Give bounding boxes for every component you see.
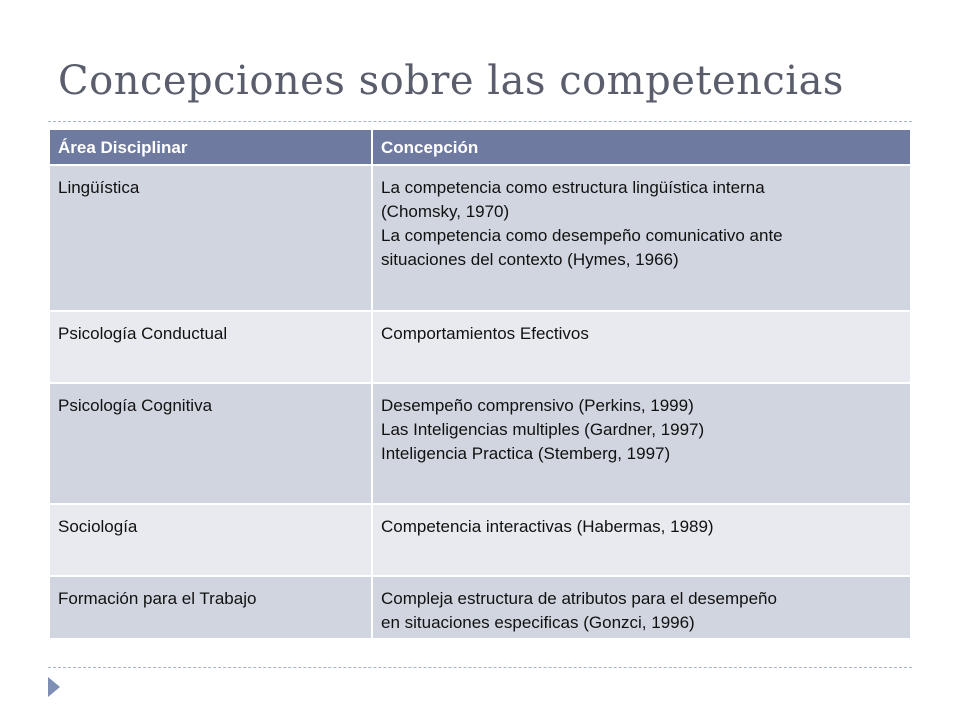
concepcion-line: situaciones del contexto (Hymes, 1966) [381, 250, 679, 269]
header-area: Área Disciplinar [49, 129, 372, 165]
concepcion-line: Competencia interactivas (Habermas, 1989) [381, 517, 714, 536]
table-row [49, 165, 911, 311]
row-concepcion [372, 504, 911, 576]
row-area: Psicología Conductual [49, 311, 372, 383]
concepcion-line: La competencia como desempeño comunicativo ante [381, 226, 783, 245]
concepcion-line: Compleja estructura de atributos para el desempeño [381, 589, 777, 608]
row-concepcion [372, 576, 911, 639]
row-area: Formación para el Trabajo [49, 576, 372, 639]
bottom-divider [48, 667, 912, 668]
row-concepcion [372, 383, 911, 504]
concepcion-line: Desempeño comprensivo (Perkins, 1999) [381, 396, 694, 415]
concepcion-line: La competencia como estructura lingüística interna [381, 178, 765, 197]
row-area: Psicología Cognitiva [49, 383, 372, 504]
table-row [49, 504, 911, 576]
row-area: Lingüística [49, 165, 372, 311]
concepcion-line: Inteligencia Practica (Stemberg, 1997) [381, 444, 671, 463]
table-row [49, 311, 911, 383]
concepcion-line: Comportamientos Efectivos [381, 324, 589, 343]
row-concepcion [372, 311, 911, 383]
concepcion-line: Las Inteligencias multiples (Gardner, 1997) [381, 420, 705, 439]
header-concepcion: Concepción [372, 129, 911, 165]
row-concepcion [372, 165, 911, 311]
table-row [49, 576, 911, 639]
table-row [49, 383, 911, 504]
slide-title: Concepciones sobre las competencias [58, 58, 844, 104]
concepcion-line: (Chomsky, 1970) [381, 202, 510, 221]
competencias-table [48, 128, 912, 640]
triangle-bullet-icon [48, 677, 60, 697]
table-header-row [49, 129, 911, 165]
row-area: Sociología [49, 504, 372, 576]
concepcion-line: en situaciones especificas (Gonzci, 1996) [381, 613, 695, 632]
top-divider [48, 121, 912, 122]
